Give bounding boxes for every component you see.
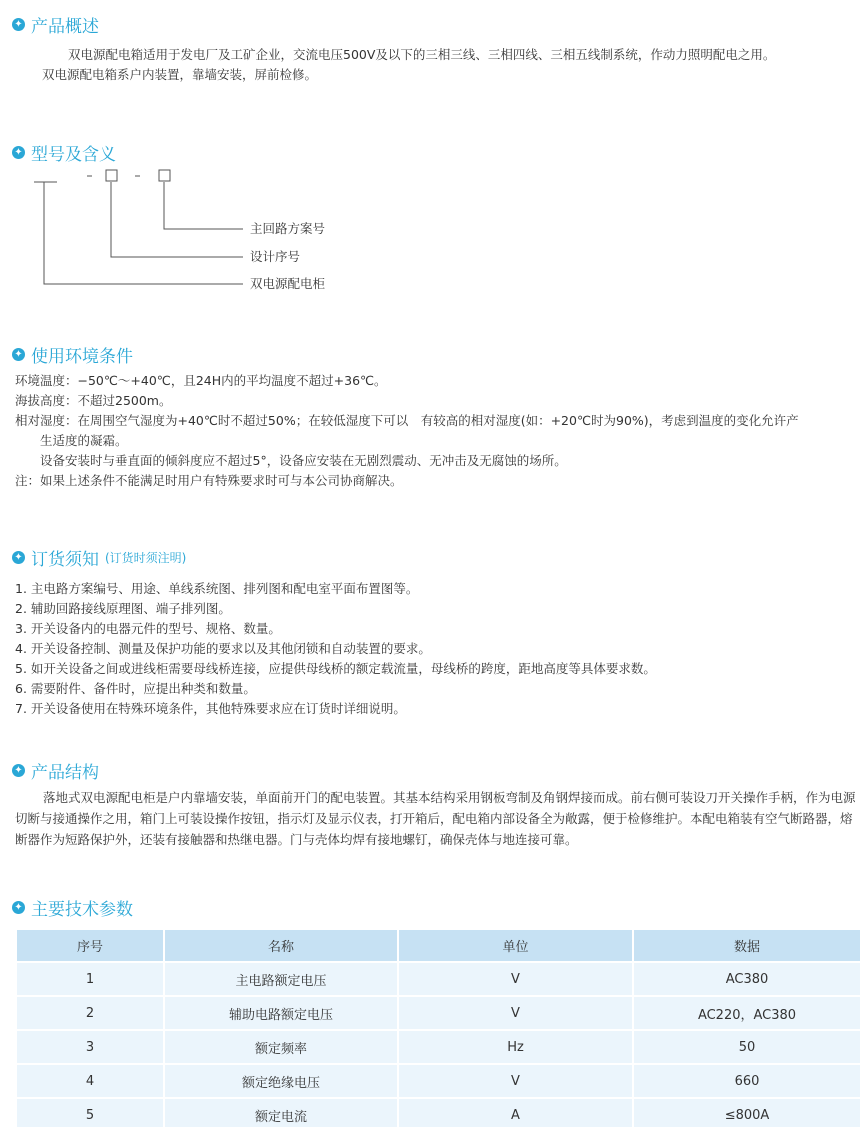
params-table (15, 928, 862, 1127)
heading-text: 主要技术参数 (31, 900, 133, 920)
env-line: 相对湿度：在周围空气湿度为+40℃时不超过50%；在较低湿度下可以 有较高的相对湿度(如：+20℃时为90%)，考虑到温度的变化允许产 (15, 413, 799, 428)
header-cell: 名称 (164, 929, 398, 962)
table-cell: Hz (398, 1030, 633, 1064)
heading-overview (12, 12, 99, 37)
model-label: 主回路方案号 (250, 221, 326, 236)
order-item: 3. 开关设备内的电器元件的型号、规格、数量。 (15, 621, 281, 636)
table-row (16, 996, 861, 1030)
env-line: 生适度的凝霜。 (40, 433, 128, 448)
env-line: 设备安装时与垂直面的倾斜度应不超过5°，设备应安装在无剧烈震动、无冲击及无腐蚀的场所。 (40, 453, 567, 468)
heading-structure (12, 758, 99, 783)
star-icon: ✦ (12, 551, 25, 564)
table-row (16, 1030, 861, 1064)
table-cell: V (398, 962, 633, 996)
table-cell: 4 (16, 1064, 164, 1098)
order-item: 2. 辅助回路接线原理图、端子排列图。 (15, 601, 231, 616)
table-cell: AC220，AC380 (633, 996, 861, 1030)
heading-env (12, 342, 133, 367)
order-item: 6. 需要附件、备件时，应提出种类和数量。 (15, 681, 256, 696)
heading-params (12, 895, 133, 920)
overview-line: 双电源配电箱系户内装置，靠墙安装，屏前检修。 (42, 67, 318, 82)
heading-text: 使用环境条件 (31, 347, 133, 367)
table-cell: A (398, 1098, 633, 1127)
structure-text: 落地式双电源配电柜是户内靠墙安装，单面前开门的配电装置。其基本结构采用钢板弯制及角钢焊接而成。前右侧可装设刀开关操作手柄，作为电源切断与接通操作之用，箱门上可装设操作按钮，指示灯及显示仪表，打开箱后，配电箱内部设备全为敞露，便于检修维护。本配电箱装有空气断路器，熔断器作为短路保护外，还装有接触器和热继电器。门与壳体均焊有接地螺钉，确保壳体与地连接可靠。 (15, 790, 856, 847)
heading-text: 型号及含义 (31, 145, 116, 165)
table-cell: 1 (16, 962, 164, 996)
heading-text: 产品概述 (31, 17, 99, 37)
table-cell: ≤800A (633, 1098, 861, 1127)
heading-text: 产品结构 (31, 763, 99, 783)
table-cell: 2 (16, 996, 164, 1030)
model-label: 双电源配电柜 (250, 276, 326, 291)
table-cell: 5 (16, 1098, 164, 1127)
header-cell: 单位 (398, 929, 633, 962)
env-line: 注：如果上述条件不能满足时用户有特殊要求时可与本公司协商解决。 (15, 473, 403, 488)
env-line: 环境温度：−50℃～+40℃，且24H内的平均温度不超过+36℃。 (15, 373, 387, 388)
order-item: 5. 如开关设备之间或进线柜需要母线桥连接，应提供母线桥的额定载流量，母线桥的跨度，距地高度等具体要求数。 (15, 661, 656, 676)
star-icon: ✦ (12, 18, 25, 31)
table-cell: 额定频率 (164, 1030, 398, 1064)
table-cell: V (398, 996, 633, 1030)
model-diagram (0, 160, 400, 300)
star-icon: ✦ (12, 764, 25, 777)
order-item: 1. 主电路方案编号、用途、单线系统图、排列图和配电室平面布置图等。 (15, 581, 419, 596)
header-cell: 序号 (16, 929, 164, 962)
heading-subtitle: (订货时须注明) (105, 551, 187, 565)
heading-text: 订货须知 (31, 550, 99, 570)
table-cell: 额定电流 (164, 1098, 398, 1127)
table-cell: 额定绝缘电压 (164, 1064, 398, 1098)
star-icon: ✦ (12, 901, 25, 914)
env-line: 海拔高度：不超过2500m。 (15, 393, 172, 408)
table-cell: 660 (633, 1064, 861, 1098)
table-cell: 主电路额定电压 (164, 962, 398, 996)
order-item: 4. 开关设备控制、测量及保护功能的要求以及其他闭锁和自动装置的要求。 (15, 641, 431, 656)
table-header (16, 929, 861, 962)
table-cell: AC380 (633, 962, 861, 996)
table-row (16, 1064, 861, 1098)
table-cell: 50 (633, 1030, 861, 1064)
table-cell: V (398, 1064, 633, 1098)
heading-order (12, 545, 186, 570)
star-icon: ✦ (12, 348, 25, 361)
header-cell: 数据 (633, 929, 861, 962)
model-label: 设计序号 (250, 249, 301, 264)
order-item: 7. 开关设备使用在特殊环境条件，其他特殊要求应在订货时详细说明。 (15, 701, 406, 716)
table-row (16, 962, 861, 996)
star-icon: ✦ (12, 146, 25, 159)
overview-line: 双电源配电箱适用于发电厂及工矿企业，交流电压500V及以下的三相三线、三相四线、三相五线制系统，作动力照明配电之用。 (68, 47, 776, 62)
table-row (16, 1098, 861, 1127)
table-cell: 3 (16, 1030, 164, 1064)
table-cell: 辅助电路额定电压 (164, 996, 398, 1030)
